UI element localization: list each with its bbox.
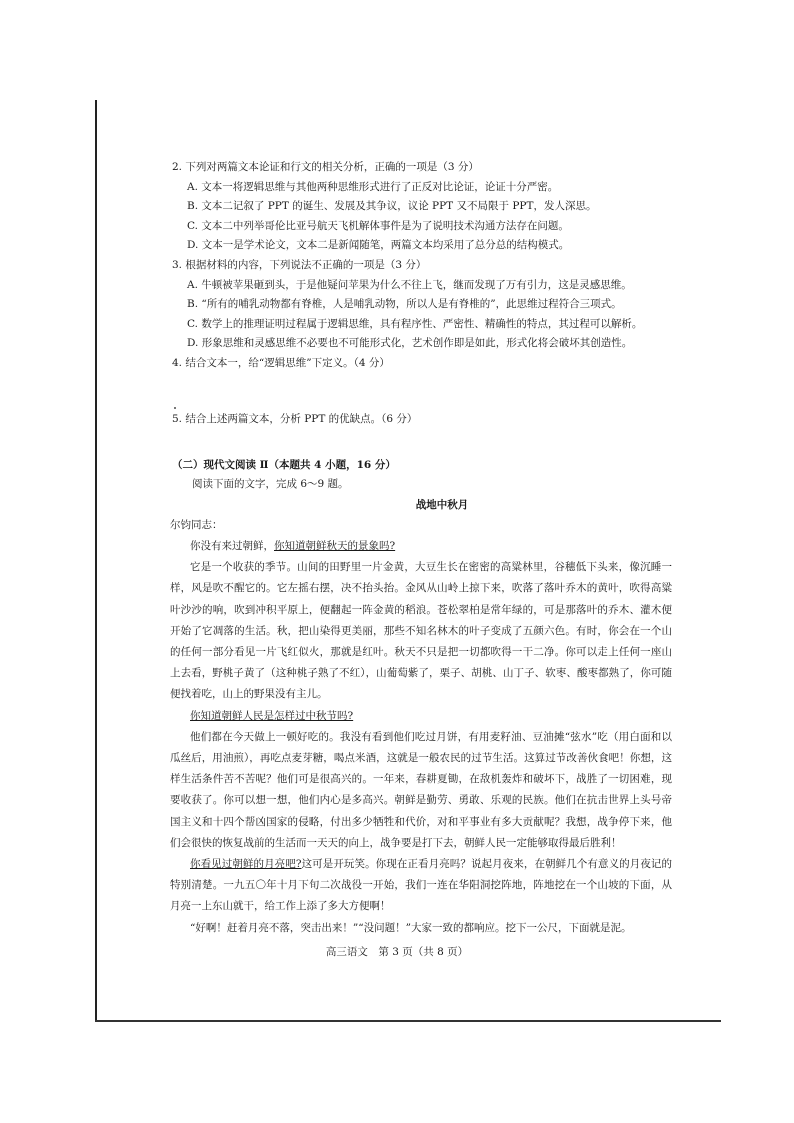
underlined-question: 你看见过朝鲜的月亮吧? xyxy=(190,857,302,870)
page-content xyxy=(172,158,672,939)
option-a: A. 牛顿被苹果砸到头，于是他疑问苹果为什么不往上飞，继而发现了万有引力，这是灵感思维。 xyxy=(187,278,632,291)
page-bottom-border xyxy=(95,1020,721,1022)
question-2 xyxy=(172,158,672,256)
option-b: B. “所有的哺乳动物都有脊椎，人是哺乳动物，所以人是有脊椎的”，此思维过程符合三项式。 xyxy=(187,298,622,311)
paragraph-6: “好啊！赶着月亮不落，突击出来！”“没问题！”大家一致的都响应。挖下一公尺，下面就是泥。 xyxy=(190,921,632,934)
question-stem: 3. 根据材料的内容，下列说法不正确的一项是（3 分） xyxy=(172,258,427,271)
paragraph-2: 它是一个收获的季节。山间的田野里一片金黄，大豆生长在密密的高粱林里，谷穗低下头来，像沉睡一样，风是吹不醒它的。它左摇右摆，决不抬头抬。金风从山岭上掠下来，吹落了落叶乔木的黄叶，吹得高粱叶沙沙的响，吹到冲积平原上，便翻起一阵金黄的稻浪。苍松翠柏是常年绿的，可是那落叶的乔木、灌木便开始了它凋落的生活。秋，把山染得更美丽，那些不知名林木的叶子变成了五颜六色。有时，你会在一个山的任何一部分看见一片飞红似火，那就是红叶。秋天不只是把一切都吹得一干二净。你可以走上任何一座山上去看，野桃子黄了（这种桃子熟了不红），山葡萄紫了，栗子、胡桃、山丁子、软枣、酸枣都熟了，你可随便找着吃，山上的野果没有主儿。 xyxy=(170,561,672,701)
option-c: C. 文本二中列举哥伦比亚号航天飞机解体事件是为了说明技术沟通方法存在问题。 xyxy=(187,219,569,232)
paragraph-4: 他们都在今天做上一顿好吃的。我没有看到他们吃过月饼，有用麦籽油、豆油摊“弦水”吃（用白面和以瓜丝后，用油煎），再吃点麦芽糖，喝点米酒，这就是一般农民的过节生活。这算过节改善伙食吧！你想，这样生活条件苦不苦呢？他们可是很高兴的。一年来，春耕夏锄，在敌机轰炸和破坏下，战胜了一切困难，现要收获了。你可以想一想，他们内心是多高兴。朝鲜是勤劳、勇敢、乐观的民族。他们在抗击世界上头号帝国主义和十四个帮凶国家的侵略，付出多少牺牲和代价，对和平事业有多大贡献呢？我想，战争停下来，他们会很快的恢复战前的生活而一天天的向上，战争要是打下去，朝鲜人民一定能够取得最后胜利！ xyxy=(170,730,672,849)
option-a: A. 文本一将逻辑思维与其他两种思维形式进行了正反对比论证，论证十分严密。 xyxy=(187,180,559,193)
question-5: 5. 结合上述两篇文本，分析 PPT 的优缺点。（6 分） xyxy=(172,412,418,425)
article-title: 战地中秋月 xyxy=(415,498,469,511)
paragraph-1-prefix: 你没有来过朝鲜， xyxy=(190,539,274,552)
question-4: 4. 结合文本一，给“逻辑思维”下定义。（4 分） xyxy=(172,356,390,369)
section-instruction: 阅读下面的文字，完成 6～9 题。 xyxy=(192,478,349,491)
paragraph-5-rest: 这可是开玩笑。你现在正看月亮吗？说起月夜来，在朝鲜几个有意义的月夜记的特别清楚。一九五〇年十月下旬二次战役一开始，我们一连在华阳洞挖阵地，阵地挖在一个山坡的下面，从月亮一上东山就干，给工作上添了多大方便啊！ xyxy=(170,857,673,913)
page-footer: 高三语文 第 3 页（共 8 页） xyxy=(325,946,469,958)
answer-space xyxy=(172,374,672,410)
question-stem: 2. 下列对两篇文本论证和行文的相关分析，正确的一项是（3 分） xyxy=(172,161,479,173)
option-d: D. 文本一是学术论文，文本二是新闻随笔，两篇文本均采用了总分总的结构模式。 xyxy=(187,239,570,252)
option-b: B. 文本二记叙了 PPT 的诞生、发展及其争议，议论 PPT 又不局限于 PPT，发人深思。 xyxy=(187,200,597,213)
article-body xyxy=(170,515,672,939)
underlined-question: 你知道朝鲜人民是怎样过中秋节吗? xyxy=(190,709,354,722)
underlined-question: 你知道朝鲜秋天的景象吗? xyxy=(274,539,396,552)
paragraph-1 xyxy=(170,536,672,557)
option-d: D. 形象思维和灵感思维不必要也不可能形式化，艺术创作即是如此，形式化将会破坏其创造性。 xyxy=(187,337,633,350)
paragraph-3 xyxy=(170,706,672,727)
paragraph-5 xyxy=(170,854,672,918)
question-3 xyxy=(172,256,672,354)
page-left-border xyxy=(95,100,97,1022)
section-title: （二）现代文阅读 Ⅱ（本题共 4 小题，16 分） xyxy=(172,459,396,472)
salutation: 尔钧同志： xyxy=(170,518,223,531)
option-c: C. 数学上的推理证明过程属于逻辑思维，具有程序性、严密性、精确性的特点，其过程可以解析。 xyxy=(187,317,643,330)
